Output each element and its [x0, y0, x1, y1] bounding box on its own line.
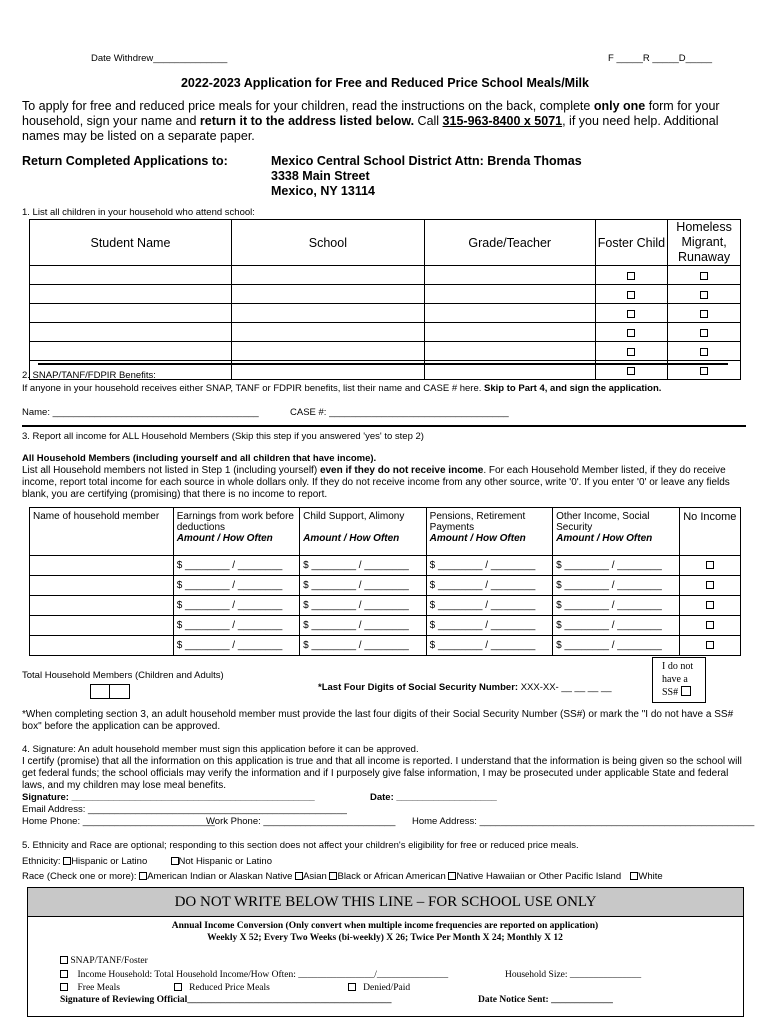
- section3-label: 3. Report all income for ALL Household Members (Skip this step if you answered 'yes' to step 2): [22, 431, 424, 442]
- student-name-cell[interactable]: [30, 266, 232, 285]
- other-income-cell[interactable]: $ ________ / ________: [553, 616, 679, 636]
- section4-label: 4. Signature: An adult household member must sign this application before it can be approved.: [22, 744, 419, 755]
- other-income-cell[interactable]: $ ________ / ________: [553, 636, 679, 656]
- date-withdrew-field: Date Withdrew______________: [91, 53, 228, 64]
- col-school: School: [231, 220, 424, 266]
- student-name-cell[interactable]: [30, 304, 232, 323]
- ssn-note: *When completing section 3, an adult household member must provide the last four digits of their Social Security Number (SS#) or mark the "I do not have a SS# box" before the application can be approved.: [22, 709, 734, 732]
- table-row: [30, 342, 741, 361]
- table-row: [30, 576, 741, 596]
- not-hispanic-checkbox[interactable]: [171, 857, 179, 865]
- earnings-cell[interactable]: $ ________ / ________: [173, 596, 299, 616]
- school-cell[interactable]: [231, 342, 424, 361]
- foster-checkbox[interactable]: [627, 329, 635, 337]
- income-household-checkbox[interactable]: [60, 970, 68, 978]
- table-row: [30, 323, 741, 342]
- school-cell[interactable]: [231, 323, 424, 342]
- ethnicity-row: Ethnicity: Hispanic or Latino Not Hispanic or Latino: [22, 856, 272, 867]
- denied-checkbox[interactable]: [348, 983, 356, 991]
- child-support-cell[interactable]: $ ________ / ________: [300, 636, 426, 656]
- no-income-checkbox[interactable]: [706, 621, 714, 629]
- student-name-cell[interactable]: [30, 342, 232, 361]
- other-income-cell[interactable]: $ ________ / ________: [553, 556, 679, 576]
- snap-row: SNAP/TANF/Foster: [60, 956, 148, 966]
- col-earnings: Earnings from work before deductions Amount / How Often: [173, 508, 299, 556]
- member-name-cell[interactable]: [30, 596, 174, 616]
- divider: [22, 425, 746, 427]
- income-table: [29, 507, 741, 656]
- snap-name-field[interactable]: Name: _______________________________________: [22, 407, 259, 418]
- pensions-cell[interactable]: $ ________ / ________: [426, 576, 552, 596]
- earnings-cell[interactable]: $ ________ / ________: [173, 636, 299, 656]
- school-cell[interactable]: [231, 285, 424, 304]
- member-name-cell[interactable]: [30, 636, 174, 656]
- grade-cell[interactable]: [424, 266, 595, 285]
- grade-cell[interactable]: [424, 304, 595, 323]
- case-number-field[interactable]: CASE #: __________________________________: [290, 407, 509, 418]
- col-no-income: No Income: [679, 508, 740, 556]
- total-members-label: Total Household Members (Children and Adults): [22, 670, 224, 681]
- col-homeless: Homeless Migrant, Runaway: [668, 220, 741, 266]
- no-ssn-checkbox[interactable]: [681, 686, 691, 696]
- foster-checkbox[interactable]: [627, 291, 635, 299]
- grade-cell[interactable]: [424, 285, 595, 304]
- col-foster-child: Foster Child: [595, 220, 668, 266]
- earnings-cell[interactable]: $ ________ / ________: [173, 616, 299, 636]
- col-household-member: Name of household member: [30, 508, 174, 556]
- school-cell[interactable]: [231, 266, 424, 285]
- pensions-cell[interactable]: $ ________ / ________: [426, 616, 552, 636]
- homeless-checkbox[interactable]: [700, 310, 708, 318]
- table-row: [30, 616, 741, 636]
- no-income-checkbox[interactable]: [706, 641, 714, 649]
- ssn-value[interactable]: XXX-XX- __ __ __ __: [520, 682, 612, 693]
- member-name-cell[interactable]: [30, 556, 174, 576]
- free-checkbox[interactable]: [60, 983, 68, 991]
- work-phone-field[interactable]: Work Phone: _________________________: [206, 816, 396, 827]
- pensions-cell[interactable]: $ ________ / ________: [426, 596, 552, 616]
- total-members-input[interactable]: [90, 684, 130, 699]
- intro-paragraph: To apply for free and reduced price meals for your children, read the instructions on the back, complete only one form for your household, sign your name and return it to the address listed below. Call 315-963-8400 x 5071, if you need help. Additional names may be listed on a separate paper.: [22, 99, 720, 143]
- other-income-cell[interactable]: $ ________ / ________: [553, 596, 679, 616]
- children-table: [29, 219, 741, 380]
- return-address: Mexico Central School District Attn: Brenda Thomas 3338 Main Street Mexico, NY 13114: [271, 154, 582, 198]
- no-ssn-box: [652, 657, 706, 703]
- home-address-field[interactable]: Home Address: ____________________________________________________: [412, 816, 755, 827]
- child-support-cell[interactable]: $ ________ / ________: [300, 576, 426, 596]
- school-cell[interactable]: [231, 304, 424, 323]
- foster-checkbox[interactable]: [627, 310, 635, 318]
- denied-row: Denied/Paid: [348, 983, 410, 993]
- foster-checkbox[interactable]: [627, 348, 635, 356]
- reduced-checkbox[interactable]: [174, 983, 182, 991]
- race-row: Race (Check one or more): American Indian or Alaskan Native Asian Black or African American Native Hawaiian or Other Pacific Island White: [22, 871, 663, 882]
- no-income-checkbox[interactable]: [706, 601, 714, 609]
- col-child-support: Child Support, Alimony Amount / How Often: [300, 508, 426, 556]
- section1-label: 1. List all children in your household who attend school:: [22, 207, 255, 218]
- official-signature-field[interactable]: Signature of Reviewing Official___________________________________________: [60, 995, 392, 1005]
- divider: [38, 363, 728, 365]
- ssn-field: *Last Four Digits of Social Security Number: XXX-XX- __ __ __ __: [318, 682, 612, 693]
- pensions-cell[interactable]: $ ________ / ________: [426, 556, 552, 576]
- certification-text: I certify (promise) that all the information on this application is true and that all income is reported. I understand that the information is being given so the school will get federal funds; the school officials may verify the information and if I purposely give false information, I may be prosecuted under applicable State and federal laws, and my children may lose meal benefits.: [22, 756, 742, 791]
- signature-field[interactable]: Signature: ______________________________________________: [22, 792, 315, 803]
- homeless-checkbox[interactable]: [700, 367, 708, 375]
- no-income-checkbox[interactable]: [706, 581, 714, 589]
- other-income-cell[interactable]: $ ________ / ________: [553, 576, 679, 596]
- household-size-field[interactable]: Household Size: _______________: [505, 970, 642, 980]
- col-grade-teacher: Grade/Teacher: [424, 220, 595, 266]
- table-row: [30, 285, 741, 304]
- email-field[interactable]: Email Address: _________________________________________________: [22, 804, 347, 815]
- pensions-cell[interactable]: $ ________ / ________: [426, 636, 552, 656]
- return-label: Return Completed Applications to:: [22, 154, 228, 168]
- table-row: [30, 556, 741, 576]
- hispanic-checkbox[interactable]: [63, 857, 71, 865]
- race-asian-checkbox[interactable]: [295, 872, 303, 880]
- member-name-cell[interactable]: [30, 576, 174, 596]
- date-notice-sent-field[interactable]: Date Notice Sent: _____________: [478, 995, 613, 1005]
- free-row: Free Meals: [60, 983, 120, 993]
- grade-cell[interactable]: [424, 323, 595, 342]
- col-other-income: Other Income, Social Security Amount / How Often: [553, 508, 679, 556]
- earnings-cell[interactable]: $ ________ / ________: [173, 576, 299, 596]
- section3-bold-line: All Household Members (including yourself and all children that have income).: [22, 453, 377, 464]
- section5-label: 5. Ethnicity and Race are optional; responding to this section does not affect your children's eligibility for free or reduced price meals.: [22, 840, 579, 851]
- no-income-checkbox[interactable]: [706, 561, 714, 569]
- table-row: [30, 596, 741, 616]
- section3-instructions: List all Household members not listed in Step 1 (including yourself) even if they do not receive income. For each Household Member listed, if they do receive income, report total income for each source in whole dollars only. If they do not receive income from any other source, write '0'. If you enter '0' or leave any fields blank, you are certifying (promising) that there is no income to report.: [22, 465, 730, 500]
- col-pensions: Pensions, Retirement Payments Amount / How Often: [426, 508, 552, 556]
- no-ssn-label: I do not have a SS#: [662, 661, 694, 698]
- frd-field: F _____R _____D_____: [608, 53, 713, 64]
- table-row: [30, 636, 741, 656]
- home-phone-field[interactable]: Home Phone: _________________________: [22, 816, 215, 827]
- homeless-checkbox[interactable]: [700, 348, 708, 356]
- homeless-checkbox[interactable]: [700, 291, 708, 299]
- child-support-cell[interactable]: $ ________ / ________: [300, 616, 426, 636]
- child-support-cell[interactable]: $ ________ / ________: [300, 556, 426, 576]
- income-household-row: Income Household: Total Household Income/How Often: ________________/_______________: [60, 970, 448, 980]
- member-name-cell[interactable]: [30, 616, 174, 636]
- form-title: 2022-2023 Application for Free and Reduced Price School Meals/Milk: [180, 76, 589, 90]
- section2-label: 2. SNAP/TANF/FDPIR Benefits:: [22, 370, 156, 381]
- table-row: [30, 304, 741, 323]
- student-name-cell[interactable]: [30, 323, 232, 342]
- school-use-banner: DO NOT WRITE BELOW THIS LINE – FOR SCHOOL USE ONLY: [28, 888, 743, 917]
- foster-checkbox[interactable]: [627, 367, 635, 375]
- child-support-cell[interactable]: $ ________ / ________: [300, 596, 426, 616]
- col-student-name: Student Name: [30, 220, 232, 266]
- date-field[interactable]: Date: ___________________: [370, 792, 497, 803]
- homeless-checkbox[interactable]: [700, 272, 708, 280]
- snap-checkbox[interactable]: [60, 956, 68, 964]
- homeless-checkbox[interactable]: [700, 329, 708, 337]
- table-row: [30, 266, 741, 285]
- grade-cell[interactable]: [424, 342, 595, 361]
- section2-text: If anyone in your household receives either SNAP, TANF or FDPIR benefits, list their name and CASE # here. Skip to Part 4, and sign the application.: [22, 383, 662, 394]
- reduced-row: Reduced Price Meals: [174, 983, 270, 993]
- student-name-cell[interactable]: [30, 285, 232, 304]
- earnings-cell[interactable]: $ ________ / ________: [173, 556, 299, 576]
- conversion-line1: Annual Income Conversion (Only convert when multiple income frequencies are reported on application): [171, 921, 599, 931]
- foster-checkbox[interactable]: [627, 272, 635, 280]
- conversion-line2: Weekly X 52; Every Two Weeks (bi-weekly) X 26; Twice Per Month X 24; Monthly X 12: [207, 933, 563, 943]
